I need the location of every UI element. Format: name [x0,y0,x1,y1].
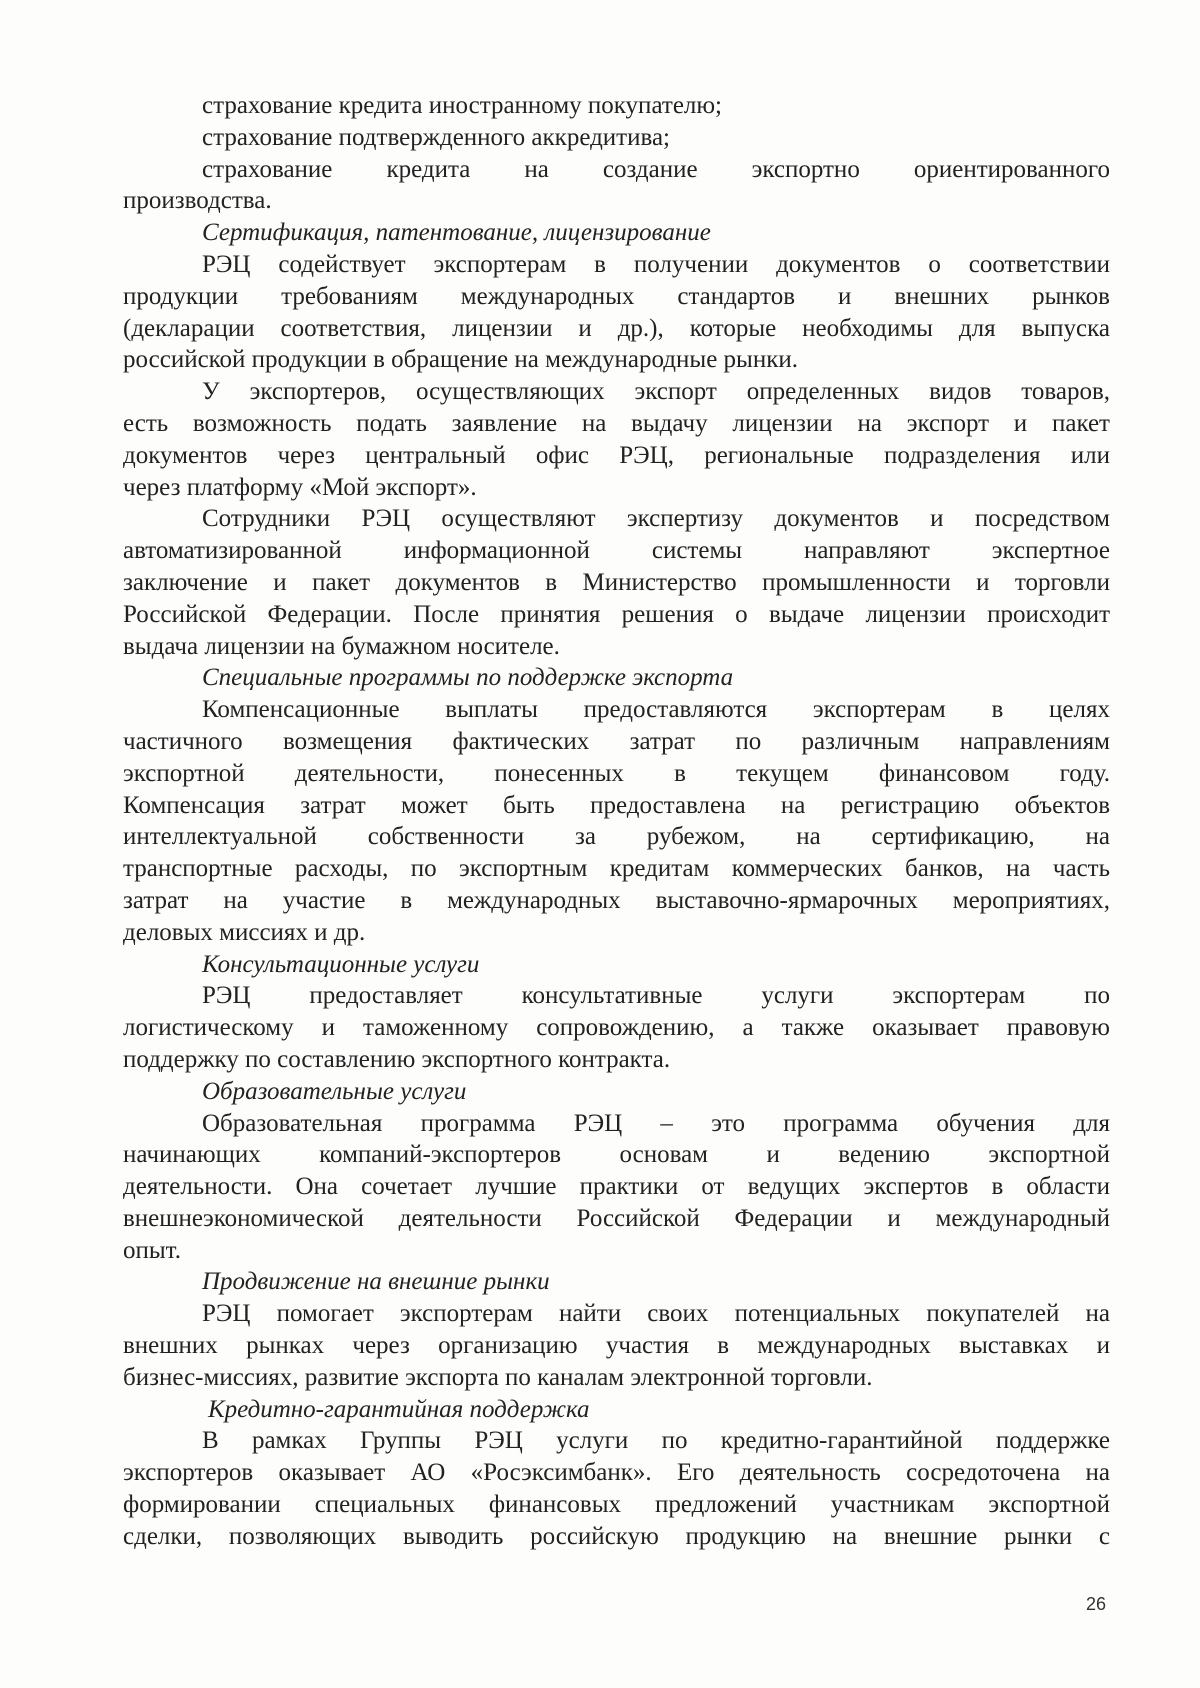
text-line: страхование кредита на создание экспортно ориентированного [202,155,1110,183]
text-line: деловых миссиях и др. [123,918,366,946]
page-number: 26 [1085,1594,1106,1614]
text-line: (декларации соответствия, лицензии и др.), которые необходимы для выпуска [123,314,1110,342]
text-line: РЭЦ содействует экспортерам в получении документов о соответствии [202,250,1110,278]
text-line: начинающих компаний-экспортеров основам и ведению экспортной [123,1141,1110,1169]
text-line: Компенсация затрат может быть предоставлена на регистрацию объектов [123,791,1110,819]
section-heading: Образовательные услуги [202,1077,467,1105]
text-line: опыт. [123,1236,181,1264]
text-line: российской продукции в обращение на международные рынки. [123,346,798,374]
text-line: транспортные расходы, по экспортным кредитам коммерческих банков, на часть [123,855,1110,883]
document-page [123,90,1110,1553]
text-line: Компенсационные выплаты предоставляются экспортерам в целях [202,696,1110,724]
text-line: Российской Федерации. После принятия решения о выдаче лицензии происходит [123,600,1110,628]
text-line: бизнес-миссиях, развитие экспорта по каналам электронной торговли. [123,1363,873,1391]
section-heading: Сертификация, патентование, лицензирование [202,219,711,247]
text-line: Образовательная программа РЭЦ – это программа обучения для [202,1109,1110,1137]
text-line: деятельности. Она сочетает лучшие практики от ведущих экспертов в области [123,1173,1110,1201]
text-line: формировании специальных финансовых предложений участникам экспортной [123,1491,1110,1519]
text-line: Сотрудники РЭЦ осуществляют экспертизу документов и посредством [202,505,1110,533]
text-line: автоматизированной информационной системы направляют экспертное [123,537,1110,565]
section-heading: Кредитно-гарантийная поддержка [208,1395,590,1423]
text-line: страхование подтвержденного аккредитива; [202,123,671,151]
section-heading: Специальные программы по поддержке экспорта [202,664,734,692]
text-line: сделки, позволяющих выводить российскую продукцию на внешние рынки с [123,1522,1110,1550]
text-line: РЭЦ предоставляет консультативные услуги экспортерам по [202,982,1110,1010]
text-line: через платформу «Мой экспорт». [123,473,477,501]
text-line: частичного возмещения фактических затрат по различным направлениям [123,727,1110,755]
text-line: внешнеэкономической деятельности Российской Федерации и международный [123,1204,1110,1232]
text-line: экспортной деятельности, понесенных в текущем финансовом году. [123,759,1110,787]
text-line: экспортеров оказывает АО «Росэксимбанк». Его деятельность сосредоточена на [123,1459,1110,1487]
text-line: внешних рынках через организацию участия в международных выставках и [123,1332,1110,1360]
text-line: В рамках Группы РЭЦ услуги по кредитно-гарантийной поддержке [202,1427,1110,1455]
text-line: продукции требованиям международных стандартов и внешних рынков [123,282,1110,310]
text-line: выдача лицензии на бумажном носителе. [123,632,560,660]
text-line: интеллектуальной собственности за рубежом, на сертификацию, на [123,823,1110,851]
text-line: затрат на участие в международных выставочно-ярмарочных мероприятиях, [123,886,1110,914]
text-line: РЭЦ помогает экспортерам найти своих потенциальных покупателей на [202,1300,1110,1328]
text-line: У экспортеров, осуществляющих экспорт определенных видов товаров, [202,378,1110,406]
text-line: есть возможность подать заявление на выдачу лицензии на экспорт и пакет [123,409,1110,437]
text-line: страхование кредита иностранному покупателю; [202,92,723,119]
section-heading: Продвижение на внешние рынки [202,1268,550,1296]
section-heading: Консультационные услуги [202,950,480,978]
text-line: заключение и пакет документов в Министерство промышленности и торговли [123,568,1110,596]
text-line: логистическому и таможенному сопровождению, а также оказывает правовую [123,1014,1110,1042]
text-line: поддержку по составлению экспортного контракта. [123,1045,671,1073]
text-line: документов через центральный офис РЭЦ, региональные подразделения или [123,441,1110,469]
text-line: производства. [123,187,272,215]
